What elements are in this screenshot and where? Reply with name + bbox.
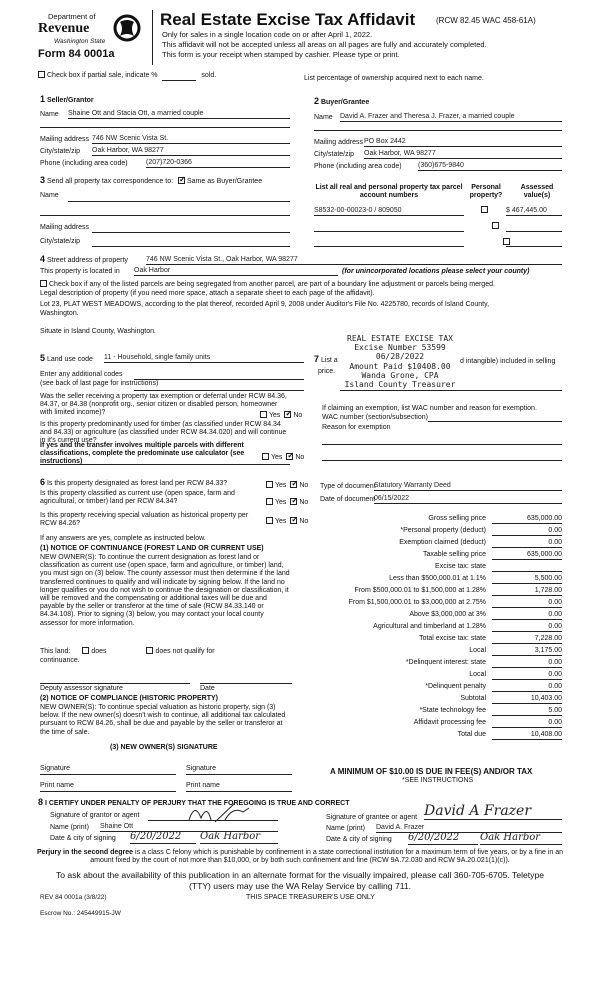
does-not-qualify-checkbox[interactable] xyxy=(146,647,153,654)
tax-row xyxy=(300,537,562,549)
assessed-row2-line xyxy=(506,231,562,232)
tax-row-value[interactable]: 0.00 xyxy=(492,623,562,632)
section4-street-row xyxy=(40,254,128,265)
forest-land-row xyxy=(40,477,227,488)
section3-heading xyxy=(40,175,262,186)
exemption-claim-label: If claiming an exemption, list WAC number and reason for exemption. xyxy=(322,405,537,412)
tax-row-label: Total due xyxy=(457,731,486,738)
land-use-label: Land use code xyxy=(46,356,93,363)
tax-table xyxy=(300,513,562,743)
tax-row xyxy=(300,633,562,645)
grantee-date-field[interactable]: 6/20/2022 xyxy=(408,832,478,845)
timber-question-multiparcel: If yes and the transfer involves multiple parcels with different classifications, complete the predominate use calculator (see instructions) xyxy=(40,442,245,466)
stamp-line4: Amount Paid $10408.00 xyxy=(349,361,451,371)
forest-land-question: Is this property designated as forest land per RCW 84.33? xyxy=(46,480,228,487)
current-use-question: Is this property classified as current use (open space, farm and agricultural, or timber) land per RCW 84.34? xyxy=(40,490,235,506)
grantor-city-field[interactable]: Oak Harbor xyxy=(200,831,278,844)
buyer-name-line2 xyxy=(314,130,562,131)
land-use-field[interactable]: 11 - Household, single family units xyxy=(104,354,304,363)
does-label: does xyxy=(91,648,107,655)
section7-row xyxy=(314,354,338,365)
current-use-yes-checkbox[interactable] xyxy=(266,498,273,505)
new-owner-print-label-1: Print name xyxy=(40,782,74,789)
notice3-title: (3) NEW OWNER(S) SIGNATURE xyxy=(110,744,218,751)
stamp-line5: Wanda Grone, CPA xyxy=(361,370,439,380)
new-owner-sig-line-1 xyxy=(40,774,176,775)
title-citation: (RCW 82.45 WAC 458-61A) xyxy=(436,16,536,25)
seller-name-label: Name xyxy=(40,111,59,118)
seller-heading xyxy=(40,94,94,105)
doc-date-label: Date of document xyxy=(320,496,376,503)
tax-row xyxy=(300,645,562,657)
section3-num: 3 xyxy=(40,175,46,185)
reason-line2 xyxy=(322,460,562,461)
tax-row-label: From $500,000.01 to $1,500,000 at 1.28% xyxy=(354,587,486,594)
section7-num: 7 xyxy=(314,354,320,364)
grantor-name-field[interactable]: Shaine Ott xyxy=(100,823,278,832)
header-note-2: This affidavit will not be accepted unless all areas on all pages are fully and accurately completed. xyxy=(162,40,487,49)
tax-row-value[interactable]: 7,228.00 xyxy=(492,635,562,644)
section3-city-label: City/state/zip xyxy=(40,238,81,245)
tax-row-label: Above $3,000,000 at 3% xyxy=(409,611,486,618)
personal-property-checkbox-1[interactable] xyxy=(481,206,488,213)
tax-row-label: Total excise tax: state xyxy=(419,635,486,642)
grantee-city-field[interactable]: Oak Harbor xyxy=(480,832,562,845)
tax-row xyxy=(300,621,562,633)
legal-description-line3: Situate in Island County, Washington. xyxy=(40,328,156,335)
tax-row xyxy=(300,717,562,729)
tax-row-value[interactable]: 10,403.00 xyxy=(492,695,562,704)
section3-mailing-label: Mailing address xyxy=(40,224,90,231)
section5-bottom-line xyxy=(40,464,290,465)
seller-name-line2 xyxy=(40,127,290,128)
section3-mailing-line xyxy=(92,232,290,233)
located-in-field[interactable]: Oak Harbor xyxy=(134,267,338,276)
ownership-note: List percentage of ownership acquired next to each name. xyxy=(304,75,484,82)
timber-no-checkbox[interactable] xyxy=(286,453,293,460)
doc-type-label: Type of document xyxy=(320,483,376,490)
header-note-1: Only for sales in a single location code on or after April 1, 2022. xyxy=(162,30,373,39)
tax-row xyxy=(300,681,562,693)
tax-row-value[interactable] xyxy=(492,563,562,572)
new-owner-print-line-1 xyxy=(40,791,176,792)
tax-row xyxy=(300,513,562,525)
grantee-name-label: Name (print) xyxy=(326,825,365,832)
tax-row-value[interactable]: 1,728.00 xyxy=(492,587,562,596)
forest-no-checkbox[interactable] xyxy=(290,481,297,488)
seller-heading-num: 1 xyxy=(40,94,46,104)
tax-row xyxy=(300,549,562,561)
current-use-answers xyxy=(266,498,308,507)
new-owner-print-label-2: Print name xyxy=(186,782,220,789)
tax-row-value[interactable]: 0.00 xyxy=(492,599,562,608)
land-use-row xyxy=(40,353,93,364)
current-use-yes-label: Yes xyxy=(275,499,287,506)
forest-yes-label: Yes xyxy=(275,482,287,489)
section3-name-line2 xyxy=(40,215,290,216)
forest-yes-checkbox[interactable] xyxy=(266,481,273,488)
tax-row-label: Subtotal xyxy=(460,695,486,702)
grantor-date-field[interactable]: 6/20/2022 xyxy=(130,831,196,844)
stamp-line6: Island County Treasurer xyxy=(344,379,456,389)
grantor-name-label: Name (print) xyxy=(50,824,89,831)
section5-num: 5 xyxy=(40,353,46,363)
form-number: Form 84 0001a xyxy=(38,48,115,60)
stamp-line3: 06/28/2022 xyxy=(375,352,425,362)
tax-row-label: Exemption claimed (deduct) xyxy=(399,539,486,546)
same-as-buyer-label: Same as Buyer/Grantee xyxy=(187,178,263,185)
current-use-no-checkbox[interactable] xyxy=(290,498,297,505)
timber-question: Is this property predominantly used for timber (as classified under RCW 84.34 and 84.33) or agriculture (as classified under RCW 84.34.020) and will continue in it's current use? xyxy=(40,421,287,445)
street-address-field[interactable]: 746 NW Scenic Vista St., Oak Harbor, WA 98277 xyxy=(146,256,562,265)
forest-no-label: No xyxy=(299,482,309,489)
street-address-label: Street address of property xyxy=(46,257,128,264)
logo-dept-line3: Washington State xyxy=(54,38,106,45)
buyer-city-label: City/state/zip xyxy=(314,151,355,158)
seller-heading-label: Seller/Grantor xyxy=(46,97,94,104)
perjury-text: is a class C felony which is punishable by confinement in a state correctional institution for a maximum term of five years, or by a fine in an amount fixed by the court of not more than $10,000, or by both such confinement and fine (RCW 9A.72.030 and RCW 9A.20.021(1)(c)). xyxy=(90,849,563,865)
historic-yes-checkbox[interactable] xyxy=(266,517,273,524)
same-as-buyer-checkbox[interactable] xyxy=(178,177,185,184)
tax-row xyxy=(300,705,562,717)
header-note-3: This form is your receipt when stamped by cashier. Please type or print. xyxy=(162,50,400,59)
this-land-label: This land: xyxy=(40,648,71,655)
tax-row-value[interactable]: 3,175.00 xyxy=(492,647,562,656)
buyer-phone-label: Phone (including area code) xyxy=(314,163,402,170)
tax-row-value[interactable]: 5.00 xyxy=(492,707,562,716)
notice2-title: (2) NOTICE OF COMPLIANCE (HISTORIC PROPERTY) xyxy=(40,695,218,702)
tax-row-value[interactable]: 0.00 xyxy=(492,671,562,680)
tax-row-value[interactable]: 0.00 xyxy=(492,659,562,668)
tax-row-value[interactable]: 635,000.00 xyxy=(492,551,562,560)
timber-yes-checkbox[interactable] xyxy=(262,453,269,460)
grantee-signature: David A Frazer xyxy=(424,803,562,820)
seller-mailing-field[interactable]: 746 NW Scenic Vista St. xyxy=(92,135,290,144)
tax-row xyxy=(300,585,562,597)
tax-row xyxy=(300,525,562,537)
exemption-question: Was the seller receiving a property tax exemption or deferral under RCW 84.36, 84.37, or 84.38 (nonprofit org., senior citizen or disabled person, homeowner with limited income)? xyxy=(40,393,287,417)
tax-row-value[interactable]: 0.00 xyxy=(492,539,562,548)
grantee-sig-label: Signature of grantee or agent xyxy=(326,814,418,821)
current-use-no-label: No xyxy=(299,499,309,506)
parcel-row2-line xyxy=(314,231,464,232)
qualify-row xyxy=(40,647,215,656)
excise-stamp xyxy=(330,334,470,389)
section5-sep xyxy=(134,390,304,391)
deputy-date-label: Date xyxy=(200,685,215,692)
timber-question-answers xyxy=(262,453,304,462)
section7-price-label: price. xyxy=(318,368,336,375)
buyer-name-label: Name xyxy=(314,114,333,121)
tax-row xyxy=(300,573,562,585)
personal-property-checkbox-3[interactable] xyxy=(503,238,510,245)
timber-yes-label: Yes xyxy=(271,454,283,461)
section7-line xyxy=(340,390,562,391)
historic-yes-label: Yes xyxy=(275,518,287,525)
seller-mailing-label: Mailing address xyxy=(40,136,90,143)
tax-row xyxy=(300,597,562,609)
segregation-label: Check box if any of the listed parcels are being segregated from another parcel, are part of a boundary line adjustment or parcels being merged. xyxy=(49,281,495,288)
tax-row-value[interactable]: 5,500.00 xyxy=(492,575,562,584)
parcel-row3-line xyxy=(314,246,464,247)
buyer-heading-label: Buyer/Grantee xyxy=(320,99,370,106)
buyer-city-field[interactable]: Oak Harbor, WA 98277 xyxy=(364,150,562,159)
buyer-name-field[interactable]: David A. Frazer and Theresa J. Frazer, a married couple xyxy=(340,113,562,122)
tax-row-label: *Delinquent interest: state xyxy=(405,659,486,666)
escrow-number: Escrow No.: 245449915-JW xyxy=(40,910,121,917)
does-not-label: does not qualify for xyxy=(155,648,215,655)
tax-row-label: Agricultural and timberland at 1.28% xyxy=(373,623,486,630)
historic-no-checkbox[interactable] xyxy=(290,517,297,524)
partial-sale-row xyxy=(38,71,216,81)
header-divider xyxy=(152,10,153,65)
tax-row-label: *Personal property (deduct) xyxy=(400,527,486,534)
personal-property-checkbox-2[interactable] xyxy=(492,222,499,229)
buyer-heading-num: 2 xyxy=(314,96,320,106)
new-owner-print-line-2 xyxy=(186,791,292,792)
deputy-sig-line xyxy=(40,683,190,684)
doc-date-field[interactable]: 06/15/2022 xyxy=(374,495,562,504)
grantee-date-label: Date & city of signing xyxy=(326,836,392,843)
reason-line1 xyxy=(322,444,562,445)
notice2-body: NEW OWNER(S): To continue special valuation as historic property, sign (3) below. If the new owner(s) doesn't wish to continue, all additional tax calculated pursuant to RCW 84.26, shall be due and payable by the seller or transferor at the time of sale. xyxy=(40,704,286,736)
segregation-row xyxy=(40,280,495,289)
assessed-col-header: Assessed value(s) xyxy=(520,184,554,200)
section4-num: 4 xyxy=(40,254,46,264)
perjury-bold: Perjury in the second degree xyxy=(36,849,134,856)
forest-land-answers xyxy=(266,481,308,490)
assessed-value-field[interactable]: $ 467,445.00 xyxy=(506,207,562,216)
tax-row xyxy=(300,693,562,705)
tax-row-value[interactable]: 0.00 xyxy=(492,611,562,620)
grantor-date-label: Date & city of signing xyxy=(50,835,116,842)
certify-text: I CERTIFY UNDER PENALTY OF PERJURY THAT THE FOREGOING IS TRUE AND CORRECT xyxy=(44,800,350,807)
new-owner-sig-line-2 xyxy=(186,774,292,775)
tax-row-label: Affidavit processing fee xyxy=(413,719,486,726)
doc-type-field[interactable]: Statutory Warranty Deed xyxy=(374,482,562,491)
deputy-date-line xyxy=(200,683,292,684)
exemption-yes-label: Yes xyxy=(269,412,281,419)
tax-row-label: Gross selling price xyxy=(428,515,486,522)
minimum-fee-note: A MINIMUM OF $10.00 IS DUE IN FEE(S) AND/OR TAX xyxy=(330,767,533,776)
see-instructions-note: *SEE INSTRUCTIONS xyxy=(402,777,474,784)
accessibility-notice: To ask about the availability of this publication in an alternate format for the visually impaired, please call 360-705-6705. Teletype (TTY) users may use the WA Relay Service by calling 711. xyxy=(55,870,545,891)
exemption-reason-label: Reason for exemption xyxy=(322,424,391,431)
located-in-note: (for unincorporated locations please select your county) xyxy=(342,268,530,275)
if-yes-note: If any answers are yes, complete as instructed below. xyxy=(40,535,206,542)
tax-row xyxy=(300,561,562,573)
section7-list-label: List a xyxy=(320,357,338,364)
section6-num: 6 xyxy=(40,477,46,487)
segregation-checkbox[interactable] xyxy=(40,280,47,287)
perjury-notice xyxy=(36,849,564,865)
tax-row-label: Taxable selling price xyxy=(422,551,486,558)
seller-city-field[interactable]: Oak Harbor, WA 98277 xyxy=(92,147,290,156)
parcel-col-header: List all real and personal property tax parcel account numbers xyxy=(315,184,463,200)
logo-dept-line1: Department of xyxy=(48,12,96,21)
tax-row-label: *State technology fee xyxy=(419,707,486,714)
timber-no-label: No xyxy=(295,454,305,461)
stamp-line2: Excise Number 53599 xyxy=(354,343,446,353)
buyer-heading xyxy=(314,96,369,107)
tax-row-label: From $1,500,000.01 to $3,000,000 at 2.75% xyxy=(348,599,486,606)
assessed-row3-line xyxy=(506,246,562,247)
section7-intangible-label: d intangible) included in selling xyxy=(460,358,556,365)
tax-row xyxy=(300,609,562,621)
dor-logo xyxy=(28,10,148,50)
stamp-line1: REAL ESTATE EXCISE TAX xyxy=(347,334,453,343)
seller-phone-label: Phone (including area code) xyxy=(40,160,128,167)
treasurer-use-label: THIS SPACE TREASURER'S USE ONLY xyxy=(246,894,375,901)
wac-number-line xyxy=(428,421,562,422)
grantee-name-field[interactable]: David A. Frazer xyxy=(376,824,562,833)
section3-name-line xyxy=(68,201,290,202)
seller-name-field[interactable]: Shaine Ott and Stacia Ott, a married couple xyxy=(68,110,290,119)
additional-codes-line xyxy=(134,379,304,380)
notice1-body: NEW OWNER(S): To continue the current designation as forest land or classification as current use (open space, farm and agriculture, or timber) land, you must sign on (3) below. The county assessor must then determine if the land transferred continues to qualify and will indicate by signing below. If the land no longer qualifies or you do not wish to continue the designation or classification, it will be removed and the compensating or additional taxes will be due and payable by the seller or transferor at the time of sale (RCW 84.33.140 or 84.34.108). Prior to signing (3) below, you may contact your local county assessor for more information. xyxy=(40,554,290,627)
tax-row-value[interactable]: 0.00 xyxy=(492,527,562,536)
notice1-title: (1) NOTICE OF CONTINUANCE (FOREST LAND OR CURRENT USE) xyxy=(40,545,264,552)
revision-label: REV 84 0001a (3/8/22) xyxy=(40,894,107,901)
located-in-label: This property is located in xyxy=(40,268,120,275)
does-qualify-checkbox[interactable] xyxy=(82,647,89,654)
buyer-mailing-label: Mailing address xyxy=(314,139,364,146)
partial-sale-checkbox[interactable] xyxy=(38,71,45,78)
exemption-no-label: No xyxy=(293,412,303,419)
tax-row-label: Excise tax: state xyxy=(435,563,486,570)
continuance-label: continuance. xyxy=(40,657,80,664)
legal-description-line2: Washington. xyxy=(40,310,79,317)
parcel-number-field[interactable]: S8532-00-00023-0 / 809050 xyxy=(314,207,464,216)
seller-city-label: City/state/zip xyxy=(40,148,81,155)
exemption-question-answers xyxy=(260,411,302,420)
grantor-sig-label: Signature of grantor or agent xyxy=(50,812,140,819)
buyer-phone-field[interactable]: (360)675-9840 xyxy=(418,162,562,171)
tax-row-label: Local xyxy=(469,647,486,654)
wac-number-label: WAC number (section/subsection) xyxy=(322,414,428,421)
seller-phone-field[interactable]: (207)720-0366 xyxy=(146,159,290,168)
section8-num: 8 xyxy=(38,797,44,807)
state-emblem-icon xyxy=(112,14,142,42)
tax-row xyxy=(300,729,562,741)
tax-row-label: Less than $500,000.01 at 1.1% xyxy=(389,575,486,582)
deputy-sig-label: Deputy assessor signature xyxy=(40,685,123,692)
section3-text: Send all property tax correspondence to: xyxy=(46,178,174,185)
section3-name-label: Name xyxy=(40,192,59,199)
tax-row-label: Local xyxy=(469,671,486,678)
buyer-mailing-field[interactable]: PO Box 2442 xyxy=(364,138,562,147)
personal-col-header: Personal property? xyxy=(469,184,503,200)
tax-row xyxy=(300,657,562,669)
partial-sale-label: Check box if partial sale, indicate % xyxy=(47,72,158,79)
tax-row-value[interactable]: 635,000.00 xyxy=(492,515,562,524)
tax-row-value[interactable]: 10,408.00 xyxy=(492,731,562,740)
additional-codes-note: (see back of last page for instructions) xyxy=(40,380,159,387)
section3-city-line xyxy=(92,246,290,247)
new-owner-sig-label-2: Signature xyxy=(186,765,216,772)
historic-no-label: No xyxy=(299,518,309,525)
new-owner-sig-label-1: Signature xyxy=(40,765,70,772)
tax-row-label: *Delinquent penalty xyxy=(425,683,486,690)
tax-row-value[interactable]: 0.00 xyxy=(492,683,562,692)
partial-sale-percent-input[interactable] xyxy=(162,72,196,81)
tax-row-value[interactable]: 0.00 xyxy=(492,719,562,728)
partial-sale-sold-label: sold. xyxy=(201,72,217,79)
additional-codes-label: Enter any additional codes xyxy=(40,371,123,378)
tax-row xyxy=(300,669,562,681)
exemption-yes-checkbox[interactable] xyxy=(260,411,267,418)
legal-description-label: Legal description of property (if you need more space, attach a separate sheet to each page of the affidavit). xyxy=(40,290,375,297)
exemption-no-checkbox[interactable] xyxy=(284,411,291,418)
page-title: Real Estate Excise Tax Affidavit xyxy=(160,10,416,29)
legal-description-line1: Lot 23, PLAT WEST MEADOWS, according to the plat thereof, recorded April 9, 2008 under Auditor's File No. 4225780, records of Island County, xyxy=(40,301,490,308)
historic-question: Is this property receiving special valuation as historical property per RCW 84.26? xyxy=(40,512,249,528)
logo-dept-line2: Revenue xyxy=(38,21,90,36)
